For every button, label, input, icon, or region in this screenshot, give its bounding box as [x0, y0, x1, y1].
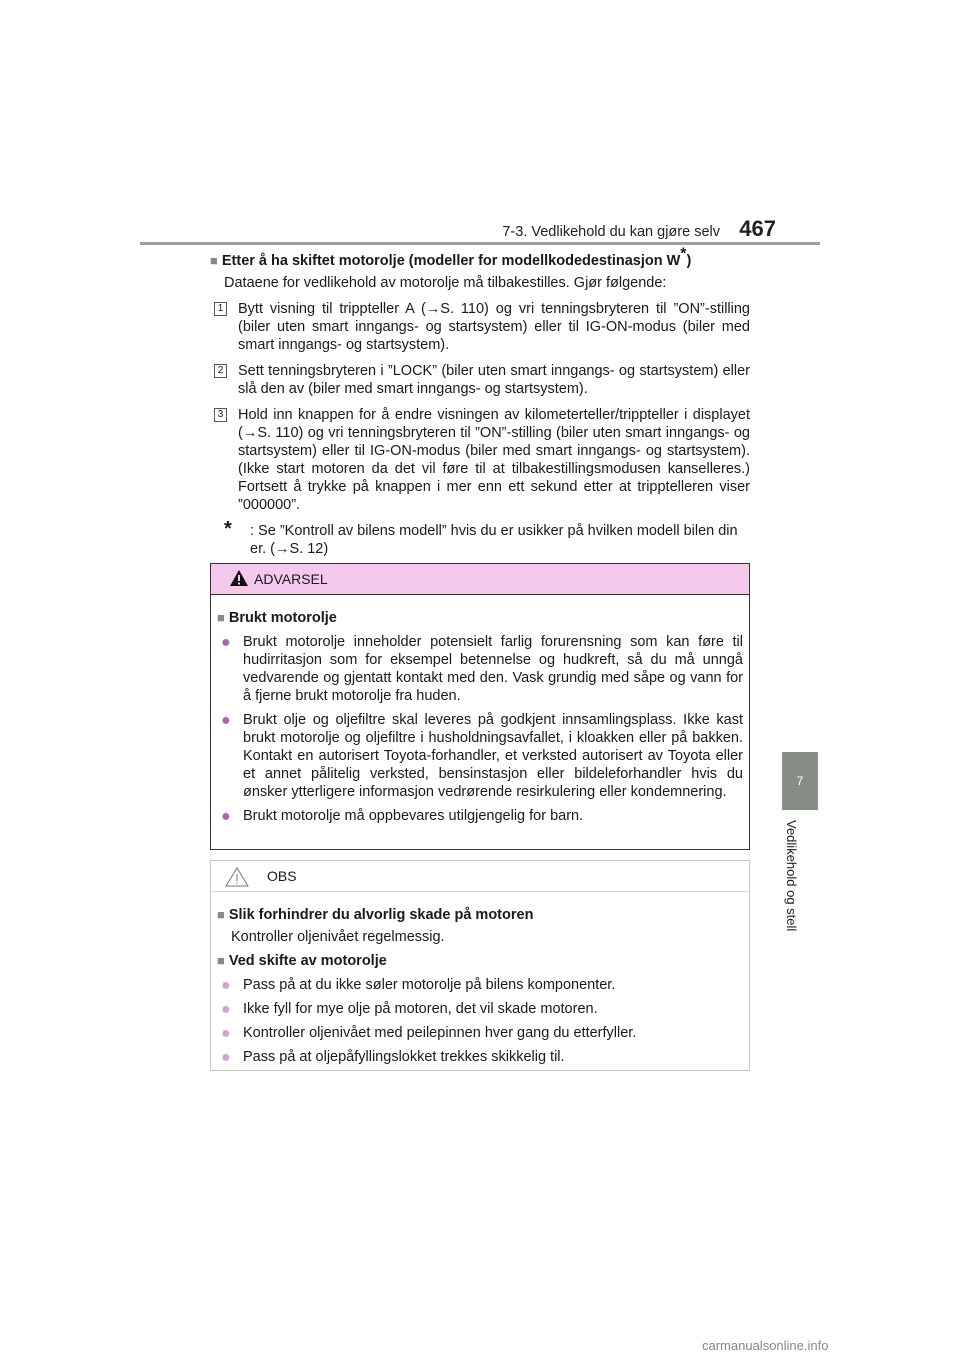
heading-asterisk: *: [680, 245, 687, 263]
step-2: [217, 362, 750, 398]
bullet-dot-icon: ●: [221, 712, 231, 729]
bullet-text: Kontroller oljenivået med peilepinnen hver gang du etterfyller.: [243, 1025, 637, 1041]
main-content: [210, 245, 750, 558]
heading-end: ): [686, 253, 692, 269]
page-number: 467: [739, 216, 776, 241]
bullet-text: Brukt olje og oljefiltre skal leveres på godkjent innsamlingsplass. Ikke kast brukt motorolje og oljefiltre i husholdningsavfallet, i kloakken eller på bakken. Kontakt en autorisert Toyota-forhandler, et verksted autorisert av Toyota eller et annet pålitelig verksted, bensinstasjon eller bildeleforhandler hvis du ønsker ytterligere informasjon vedrørende resirkulering eller kondemnering.: [243, 712, 743, 800]
watermark: carmanualsonline.info: [702, 1338, 829, 1353]
notice-box: [210, 860, 750, 1071]
warning-subheading-text: Brukt motorolje: [228, 610, 337, 626]
notice-subheading-text: Ved skifte av motorolje: [228, 953, 387, 969]
footnote-text: : Se ”Kontroll av bilens modell” hvis du er usikker på hvilken modell bilen din er. (→S. 12): [250, 523, 738, 557]
step-1: [217, 300, 750, 354]
warning-subheading: [217, 609, 743, 627]
warning-bullet: [221, 807, 743, 825]
chapter-title: Vedlikehold og stell: [784, 820, 799, 932]
notice-bullet: [221, 976, 743, 994]
header-rule: [140, 242, 820, 245]
page-header: [140, 0, 820, 246]
warning-body: [211, 595, 749, 825]
square-bullet-icon: ■: [210, 253, 218, 268]
warning-header: [211, 564, 749, 595]
square-bullet-icon: ■: [217, 610, 225, 625]
heading-text: Etter å ha skiftet motorolje (modeller for modellkodedestinasjon W: [221, 253, 681, 269]
bullet-dot-icon: ●: [221, 1025, 231, 1042]
footnote: [224, 518, 750, 558]
bullet-text: Ikke fyll for mye olje på motoren, det vil skade motoren.: [243, 1001, 598, 1017]
step-number: 3: [214, 408, 227, 422]
section-heading: [210, 245, 750, 270]
warning-triangle-icon: [229, 569, 249, 587]
notice-subheading-1: [217, 906, 743, 924]
bullet-dot-icon: ●: [221, 1049, 231, 1066]
step-text: Hold inn knappen for å endre visningen av kilometerteller/trippteller i displayet (→S. 110) og vri tenningsbryteren til ”ON”-stilling (biler uten smart inngangs- og startsystem) eller til IG-ON-modus (biler med smart inngangs- og startsystem). (Ikke start motoren da det vil føre til at tilbakestillingsmodusen kanselleres.) Fortsett å trykke på knappen i mer enn ett sekund etter at tripptelleren viser ”000000”.: [238, 407, 750, 513]
warning-label: ADVARSEL: [254, 571, 328, 587]
notice-bullet: [221, 1048, 743, 1066]
warning-bullet: [221, 633, 743, 705]
step-text: Sett tenningsbryteren i ”LOCK” (biler uten smart inngangs- og startsystem) eller slå den av (biler med smart inngangs- og startsystem).: [238, 363, 750, 397]
notice-label: OBS: [267, 868, 297, 884]
step-text: Bytt visning til trippteller A (→S. 110) og vri tenningsbryteren til ”ON”-stilling (biler uten smart inngangs- og startsystem) eller til IG-ON-modus (biler med smart inngangs- og startsystem).: [238, 301, 750, 353]
bullet-dot-icon: ●: [221, 977, 231, 994]
step-number: 2: [214, 364, 227, 378]
chapter-tab: 7: [782, 752, 818, 810]
notice-text: Kontroller oljenivået regelmessig.: [231, 929, 445, 945]
bullet-text: Brukt motorolje må oppbevares utilgjengelig for barn.: [243, 808, 584, 824]
notice-subheading-2: [217, 952, 743, 970]
warning-bullet: [221, 711, 743, 801]
notice-header: [211, 861, 749, 892]
bullet-dot-icon: ●: [221, 1001, 231, 1018]
notice-subheading-text: Slik forhindrer du alvorlig skade på motoren: [228, 907, 534, 923]
square-bullet-icon: ■: [217, 953, 225, 968]
bullet-text: Brukt motorolje inneholder potensielt farlig forurensning som kan føre til hudirritasjon som for eksempel betennelse og hudkreft, så du må unngå vedvarende og gjentatt kontakt med den. Vask grundig med såpe og vann for å fjerne brukt motorolje fra huden.: [243, 634, 743, 704]
bullet-dot-icon: ●: [221, 808, 231, 825]
notice-bullet: [221, 1024, 743, 1042]
bullet-text: Pass på at du ikke søler motorolje på bilens komponenter.: [243, 977, 616, 993]
step-3: [217, 406, 750, 514]
section-title: 7-3. Vedlikehold du kan gjøre selv: [502, 224, 720, 240]
footnote-asterisk: *: [224, 518, 232, 540]
warning-box: [210, 563, 750, 850]
bullet-dot-icon: ●: [221, 634, 231, 651]
step-number: 1: [214, 302, 227, 316]
bullet-text: Pass på at oljepåfyllingslokket trekkes skikkelig til.: [243, 1049, 565, 1065]
caution-triangle-outline-icon: [225, 867, 249, 887]
notice-bullet: [221, 1000, 743, 1018]
intro-text: Dataene for vedlikehold av motorolje må tilbakestilles. Gjør følgende:: [224, 275, 667, 291]
notice-body: [211, 892, 749, 1066]
square-bullet-icon: ■: [217, 907, 225, 922]
